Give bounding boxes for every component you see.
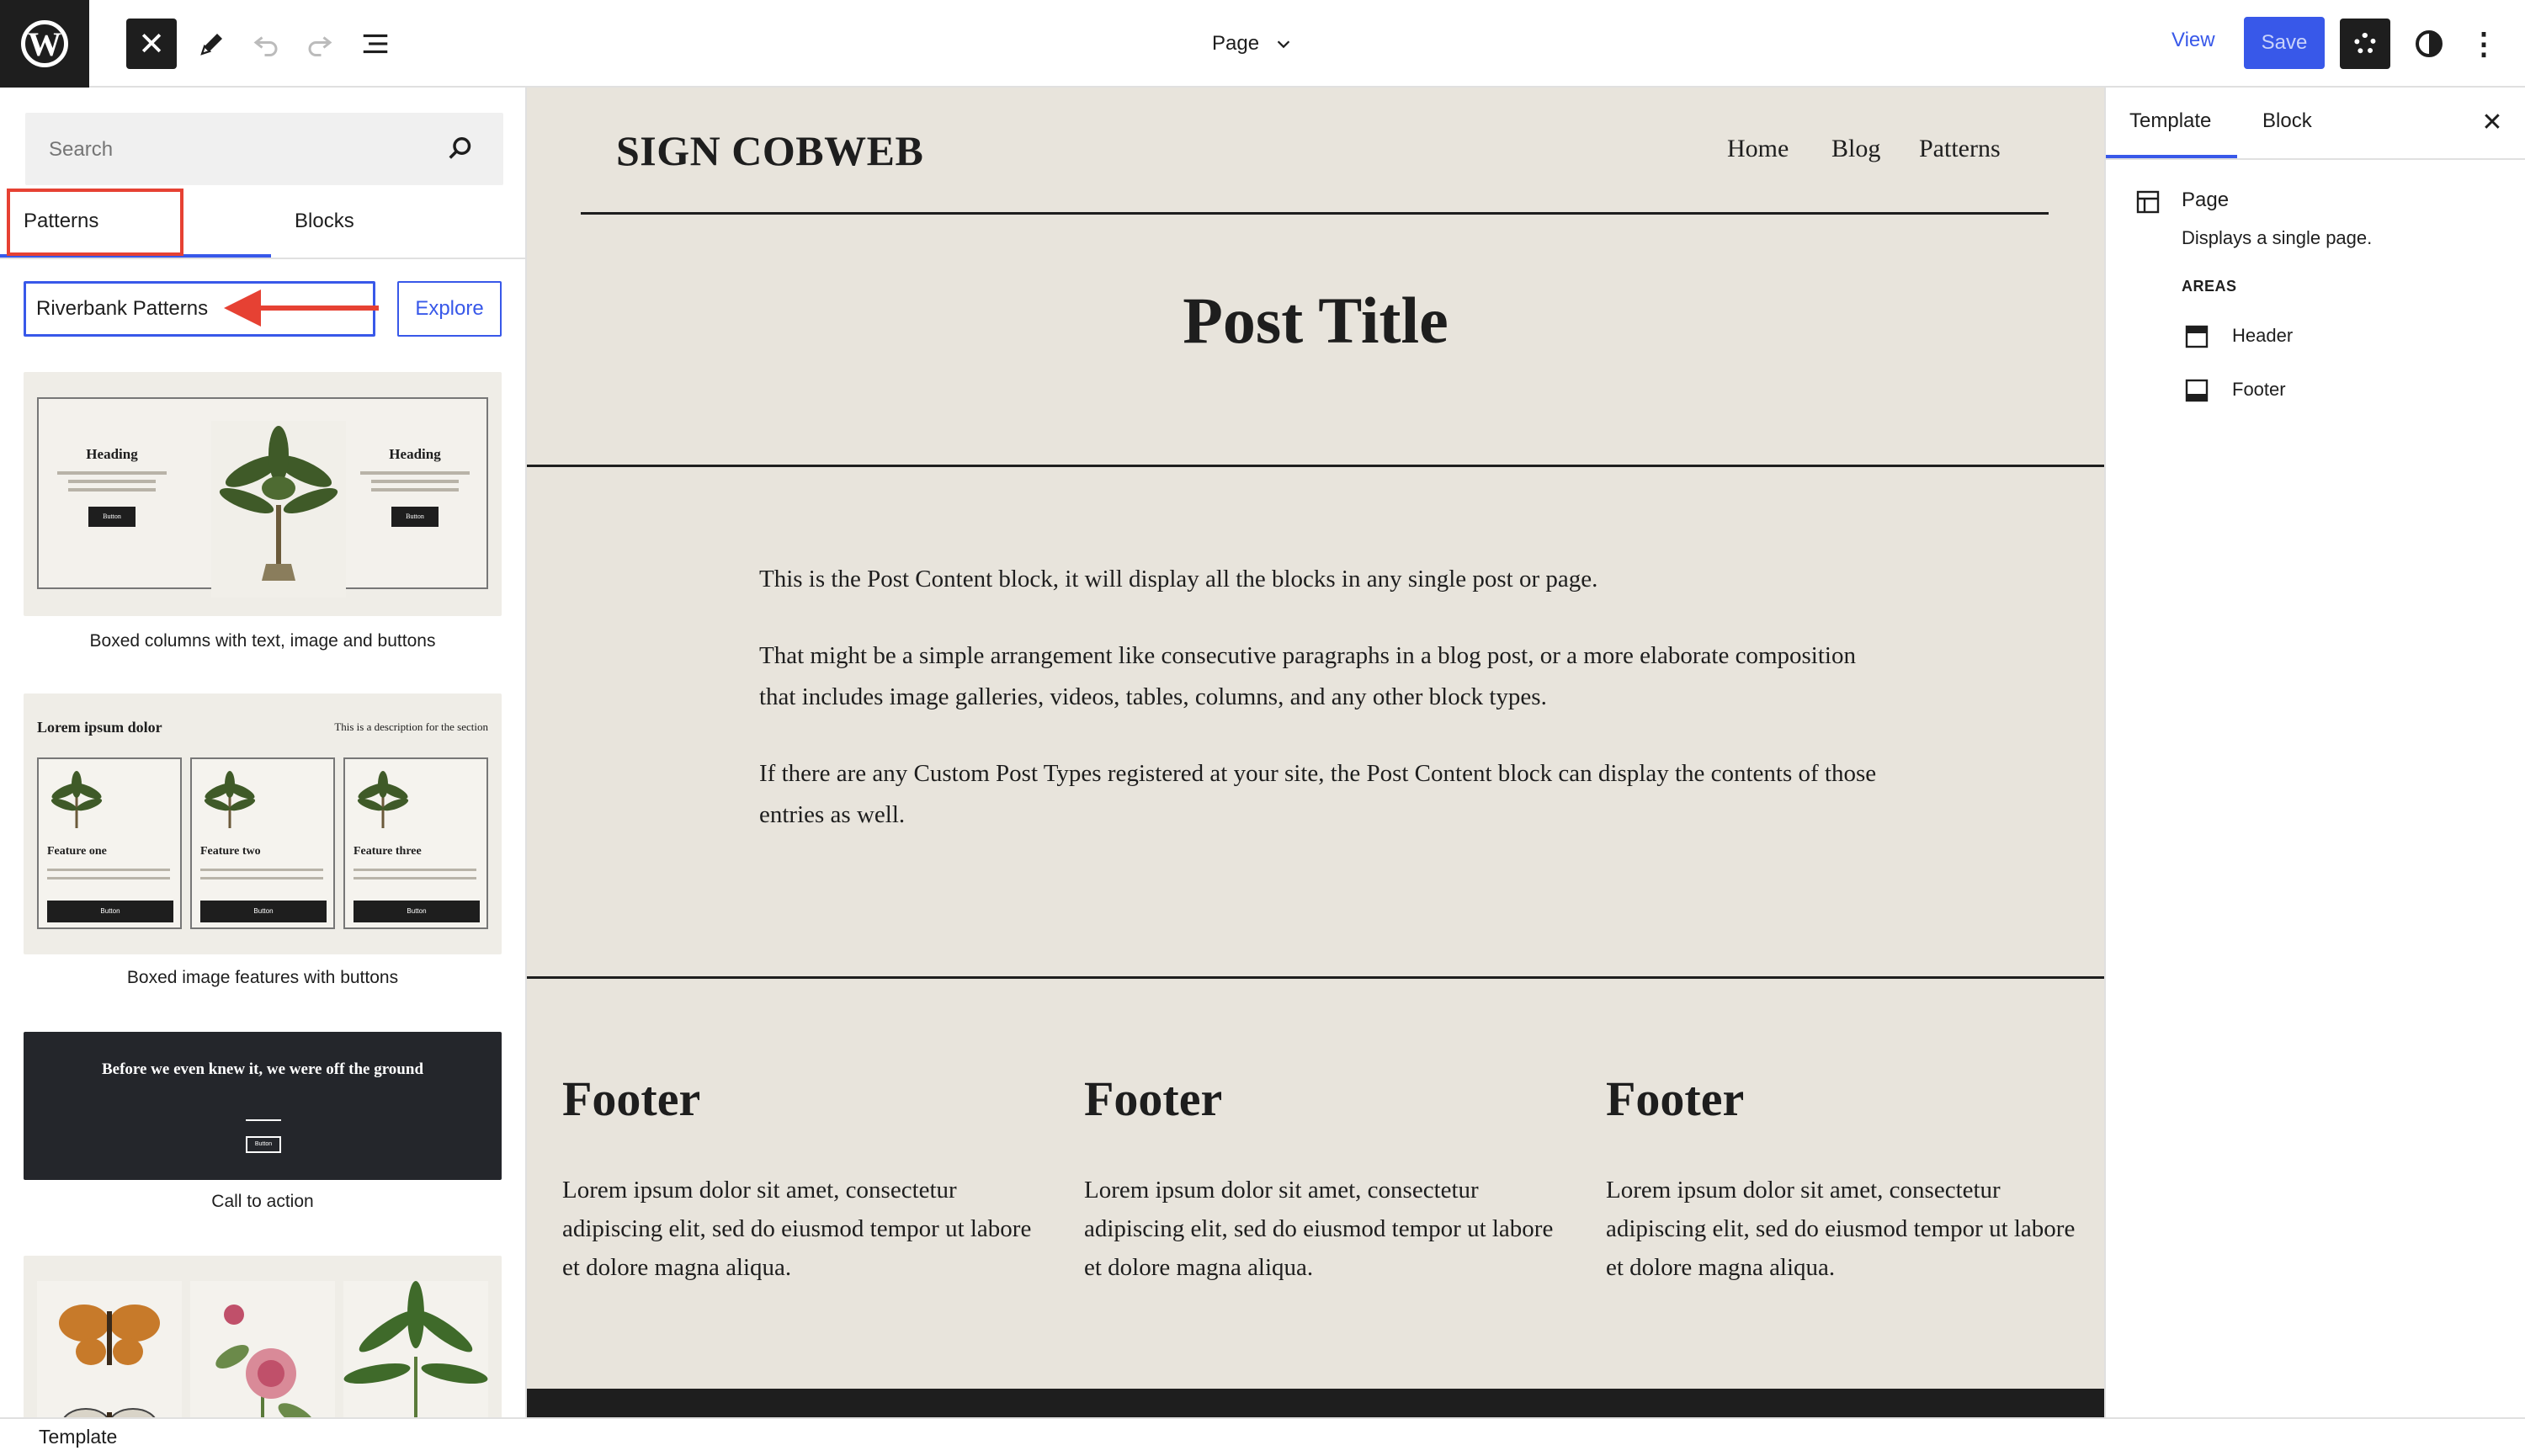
gear-icon [2354,33,2376,55]
wordpress-logo-icon[interactable]: W [0,0,89,88]
pattern-label: Call to action [211,1192,314,1211]
search-input[interactable] [47,113,446,187]
pattern-category-select[interactable]: Riverbank Patterns [24,281,375,337]
pencil-icon [197,29,227,59]
pattern-heading: Heading [389,446,441,462]
areas-heading: AREAS [2182,278,2237,295]
butterfly-image [37,1281,182,1417]
feature-card [343,757,488,929]
pattern-label: Boxed image features with buttons [126,968,399,987]
annotation-highlight-box [7,189,183,256]
list-view-icon [359,28,391,60]
pattern-button: Button [391,507,439,527]
cta-title: Before we even knew it, we were off the ground [101,1060,424,1078]
close-settings-button[interactable] [2471,101,2513,143]
settings-tabs [2106,88,2525,160]
footer-column[interactable] [1606,1071,2094,1287]
site-title[interactable]: SIGN COBWEB [616,127,924,174]
feature-card [190,757,335,929]
nav-link-patterns[interactable]: Patterns [1919,135,2001,162]
list-view-button[interactable] [350,19,401,69]
plant-image [343,1281,488,1417]
header-separator [581,212,2049,215]
nav-link-blog[interactable]: Blog [1831,135,1881,162]
feature-button: Button [47,901,173,922]
block-breadcrumb-bar [0,1417,2525,1456]
search-icon[interactable] [443,131,478,167]
pattern-preview-boxed-columns[interactable] [24,372,502,616]
footer-text[interactable]: Lorem ipsum dolor sit amet, consectetur adipiscing elit, sed do eiusmod tempor ut labore et dolore magna aliqua. [562,1177,1032,1281]
palm-illustration [47,771,106,830]
close-inserter-button[interactable] [126,19,177,69]
settings-button[interactable] [2340,19,2390,69]
footer-text[interactable]: Lorem ipsum dolor sit amet, consectetur adipiscing elit, sed do eiusmod tempor ut labore et dolore magna aliqua. [1606,1177,2076,1281]
pattern-column [39,399,185,587]
close-icon: ✕ [2481,108,2503,136]
area-label: Header [2232,325,2294,346]
paragraph[interactable]: This is the Post Content block, it will display all the blocks in any single post or page. [759,566,1598,592]
tools-button[interactable] [187,19,237,69]
tab-template[interactable]: Template [2129,109,2212,132]
document-title-dropdown[interactable] [1212,25,1293,62]
document-title: Page [1212,32,1260,55]
view-button[interactable]: View [2172,29,2215,51]
redo-button[interactable] [295,19,345,69]
flower-image [190,1281,335,1417]
feature-button: Button [354,901,480,922]
cta-button: Button [246,1136,281,1153]
feature-title: Feature three [354,845,422,858]
chevron-down-icon [1274,35,1293,53]
template-name: Page [2182,189,2230,211]
tab-block[interactable]: Block [2262,109,2312,132]
save-button[interactable]: Save [2244,17,2325,69]
footer-heading[interactable]: Footer [1084,1071,1223,1126]
content-separator [527,465,2104,467]
pattern-button: Button [88,507,136,527]
tab-patterns[interactable]: Patterns [24,210,99,232]
area-label: Footer [2232,379,2286,400]
pattern-label: Boxed columns with text, image and buttons [89,631,436,651]
feature-title: Feature one [47,845,107,858]
footer-heading[interactable]: Footer [1606,1071,1745,1126]
footer-heading[interactable]: Footer [562,1071,701,1126]
undo-icon [251,29,281,59]
template-description: Displays a single page. [2182,227,2373,248]
arrow-left-icon [221,286,380,330]
palm-illustration [200,771,259,830]
editor-toolbar [0,0,2525,88]
more-vertical-icon: ⋮ [2469,26,2499,61]
editor-canvas[interactable] [527,88,2104,1417]
contrast-icon [2416,30,2443,57]
close-icon: ✕ [138,26,165,62]
pattern-column [342,399,488,587]
paragraph[interactable]: If there are any Custom Post Types registered at your site, the Post Content block can display the contents of those entries as well. [759,760,1877,828]
breadcrumb[interactable]: Template [39,1426,118,1448]
feature-card [37,757,182,929]
settings-sidebar [2104,88,2525,1417]
header-icon [2183,323,2210,350]
nav-link-home[interactable]: Home [1727,135,1789,162]
post-content-block[interactable] [759,559,1887,871]
pattern-heading: Lorem ipsum dolor [37,719,162,736]
inserter-search [25,113,503,185]
palm-illustration [354,771,412,830]
active-tab-indicator [2106,155,2237,158]
footer-dark-band [527,1389,2104,1417]
tab-blocks[interactable]: Blocks [295,210,354,232]
pattern-preview-boxed-features[interactable] [24,693,502,954]
pattern-preview-call-to-action[interactable] [24,1032,502,1180]
footer-column[interactable] [1084,1071,1572,1287]
pattern-description: This is a description for the section [334,720,488,733]
pattern-preview-image-gallery[interactable] [24,1256,502,1417]
layout-icon [2134,189,2161,215]
feature-title: Feature two [200,845,261,858]
styles-button[interactable] [2404,19,2454,69]
pattern-heading: Heading [86,446,138,462]
undo-button[interactable] [241,19,291,69]
block-inserter-panel [0,88,527,1417]
feature-button: Button [200,901,327,922]
footer-separator [527,976,2104,979]
post-title[interactable]: Post Title [1183,284,1449,357]
explore-button[interactable]: Explore [397,281,502,337]
footer-icon [2183,377,2210,404]
redo-icon [305,29,335,59]
options-menu-button[interactable] [2463,19,2505,69]
paragraph[interactable]: That might be a simple arrangement like consecutive paragraphs in a blog post, or a more elaborate composition that includes image galleries, videos, tables, columns, and any other block types. [759,642,1856,710]
palm-illustration [210,421,347,598]
footer-column[interactable] [562,1071,1050,1287]
footer-text[interactable]: Lorem ipsum dolor sit amet, consectetur adipiscing elit, sed do eiusmod tempor ut labore et dolore magna aliqua. [1084,1177,1554,1281]
